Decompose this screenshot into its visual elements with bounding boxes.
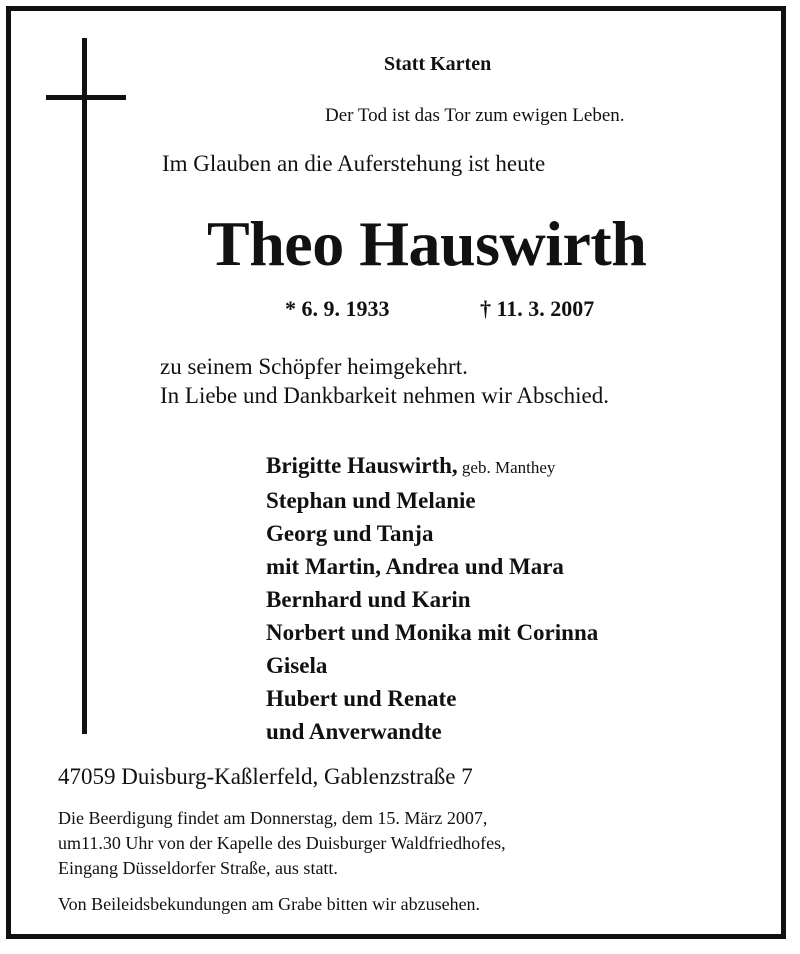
cross-icon-beam — [46, 95, 126, 100]
mourner-suffix: geb. Manthey — [457, 458, 556, 477]
mourner-item — [266, 715, 598, 748]
mourner-item — [266, 583, 598, 616]
heading: Statt Karten — [384, 53, 492, 75]
mourner-name: Bernhard und Karin — [266, 587, 471, 612]
mourner-item — [266, 649, 598, 682]
mourner-name: und Anverwandte — [266, 719, 442, 744]
funeral-line: um11.30 Uhr von der Kapelle des Duisburger Waldfriedhofes, — [58, 833, 506, 853]
body-line: In Liebe und Dankbarkeit nehmen wir Abschied. — [160, 383, 610, 408]
mourner-item — [266, 616, 598, 649]
mourner-list — [266, 449, 598, 748]
mourner-item — [266, 449, 598, 484]
mourner-item — [266, 550, 598, 583]
mourner-name: Hubert und Renate — [266, 686, 457, 711]
funeral-line: Die Beerdigung findet am Donnerstag, dem 15. März 2007, — [58, 808, 488, 828]
birth-date: * 6. 9. 1933 — [285, 296, 390, 321]
funeral-notice — [58, 806, 506, 881]
mourner-name: Norbert und Monika mit Corinna — [266, 620, 599, 645]
mourner-name: Brigitte Hauswirth, — [266, 453, 458, 478]
motto: Der Tod ist das Tor zum ewigen Leben. — [325, 105, 625, 126]
closing-note: Von Beileidsbekundungen am Grabe bitten wir abzusehen. — [58, 894, 481, 914]
body-line: zu seinem Schöpfer heimgekehrt. — [160, 354, 468, 379]
mourner-item — [266, 517, 598, 550]
death-date: † 11. 3. 2007 — [480, 296, 595, 321]
funeral-line: Eingang Düsseldorfer Straße, aus statt. — [58, 858, 338, 878]
mourner-item — [266, 484, 598, 517]
intro-text: Im Glauben an die Auferstehung ist heute — [162, 151, 546, 176]
deceased-name: Theo Hauswirth — [207, 208, 647, 279]
address: 47059 Duisburg-Kaßlerfeld, Gablenzstraße 7 — [58, 764, 473, 789]
cross-icon — [82, 38, 87, 734]
mourner-name: Georg und Tanja — [266, 521, 434, 546]
mourner-name: Stephan und Melanie — [266, 488, 476, 513]
mourner-item — [266, 682, 598, 715]
mourner-name: Gisela — [266, 653, 328, 678]
mourner-name: mit Martin, Andrea und Mara — [266, 554, 564, 579]
